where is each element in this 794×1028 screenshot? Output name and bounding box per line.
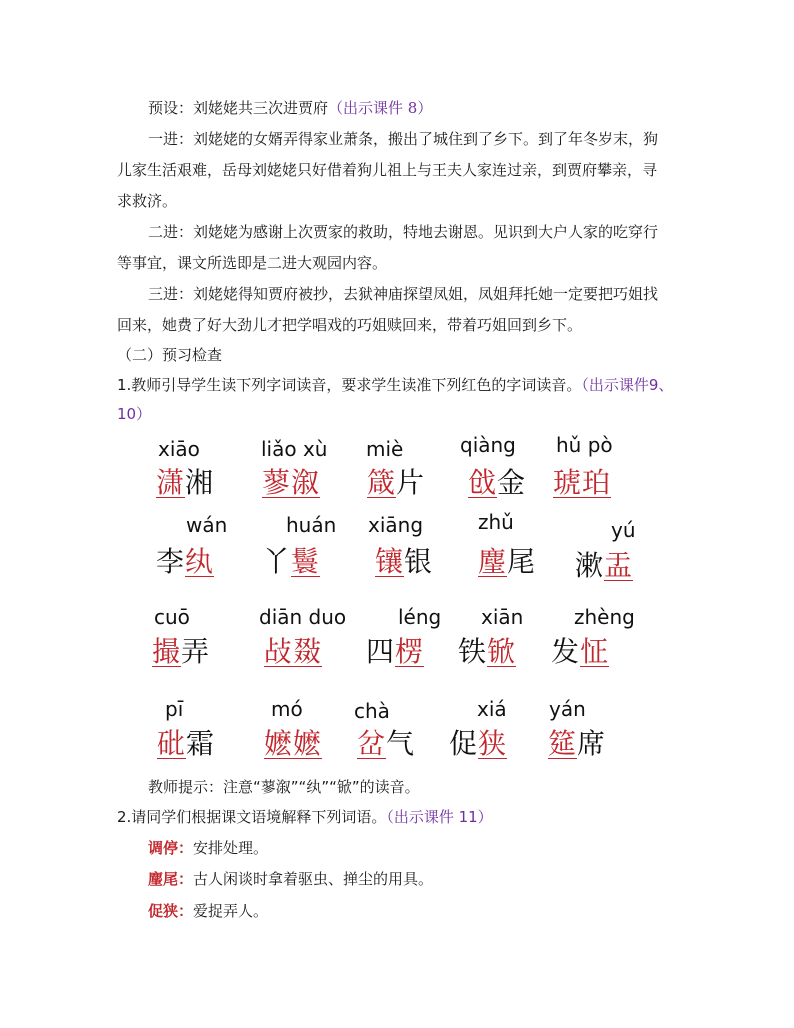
visit-3-line-2: 回来，她费了好大劲儿才把学唱戏的巧姐赎回来，带着巧姐回到乡下。 — [117, 316, 583, 334]
glossary-term: 促狭： — [148, 902, 194, 920]
teacher-tip: 教师提示：注意“蓼溆”“纨”“锨”的读音。 — [148, 778, 420, 796]
vocab-red-char: 纨 — [185, 545, 215, 578]
vocab-plain-char: 湘 — [185, 466, 215, 499]
vocab-red-char: 潇 — [156, 466, 186, 499]
glossary-def: 古人闲谈时拿着驱虫、掸尘的用具。 — [193, 870, 434, 888]
pinyin: xiāo — [158, 437, 200, 461]
vocab-word — [548, 722, 606, 762]
task1-text: 1.教师引导学生读下列字词读音，要求学生读准下列红色的字词读音。 — [117, 376, 582, 394]
vocab-red-char: 蓼溆 — [262, 466, 321, 499]
visit-1-line-3: 求救济。 — [117, 192, 178, 210]
visit-2-line-1: 二进：刘姥姥为感谢上次贾家的救助，特地去谢恩。见识到大户人家的吃穿行 — [148, 223, 659, 241]
vocab-plain-char: 发 — [551, 635, 581, 668]
vocab-red-char: 琥珀 — [553, 466, 612, 499]
vocab-red-char: 箴 — [367, 466, 397, 499]
vocab-red-char: 盂 — [604, 549, 634, 582]
vocab-word — [551, 630, 609, 670]
vocab-word — [478, 540, 536, 580]
vocab-plain-char: 促 — [449, 727, 479, 760]
vocab-red-char: 嬷嬷 — [264, 727, 323, 760]
vocab-word — [367, 461, 425, 501]
pinyin: liǎo xù — [261, 437, 328, 461]
pinyin: qiàng — [460, 433, 516, 457]
visit-3-line-1: 三进：刘姥姥得知贾府被抄，去狱神庙探望凤姐，凤姐拜托她一定要把巧姐找 — [148, 285, 659, 303]
vocab-plain-char: 席 — [577, 727, 607, 760]
vocab-red-char: 筵 — [548, 727, 578, 760]
visit-2-line-2: 等事宜，课文所选即是二进大观园内容。 — [117, 254, 388, 272]
glossary-item — [148, 837, 268, 859]
vocab-plain-char: 李 — [156, 545, 186, 578]
pinyin: cuō — [154, 605, 190, 629]
pinyin: zhèng — [574, 605, 635, 629]
visit-1-line-2: 儿家生活艰难，岳母刘姥姥只好借着狗儿祖上与王夫人家连过亲，到贾府攀亲，寻 — [117, 161, 658, 179]
pinyin: yán — [549, 697, 586, 721]
glossary-def: 爱捉弄人。 — [193, 902, 269, 920]
preset-line — [148, 97, 432, 119]
preset-label: 预设：刘姥姥共三次进贾府 — [148, 99, 329, 117]
vocab-plain-char: 铁 — [458, 635, 488, 668]
vocab-red-char: 镶 — [375, 545, 405, 578]
pinyin: huán — [286, 513, 337, 537]
vocab-plain-char: 漱 — [575, 549, 605, 582]
pinyin: pī — [165, 697, 184, 721]
vocab-word — [262, 540, 320, 580]
vocab-word — [264, 630, 322, 670]
vocab-red-char: 怔 — [580, 635, 610, 668]
vocab-word — [156, 461, 214, 501]
pinyin: wán — [186, 513, 228, 537]
pinyin: xiá — [477, 697, 507, 721]
glossary-item — [148, 868, 433, 890]
vocab-word — [264, 722, 322, 762]
task1-line — [117, 374, 673, 396]
vocab-plain-char: 尾 — [507, 545, 537, 578]
vocab-red-char: 敁敠 — [264, 635, 323, 668]
vocab-word — [156, 540, 214, 580]
vocab-red-char: 狭 — [478, 727, 508, 760]
visit-1-line-1: 一进：刘姥姥的女婿弄得家业萧条，搬出了城住到了乡下。到了年冬岁末，狗 — [148, 130, 659, 148]
vocab-word — [366, 630, 424, 670]
glossary-item — [148, 900, 268, 922]
vocab-word — [553, 461, 611, 501]
glossary-def: 安排处理。 — [193, 839, 269, 857]
vocab-red-char: 岔 — [357, 727, 387, 760]
preset-courseware: （出示课件 8） — [328, 99, 433, 117]
pinyin: miè — [366, 437, 404, 461]
pinyin: xiāng — [368, 513, 424, 537]
vocab-red-char: 砒 — [157, 727, 187, 760]
pinyin: léng — [398, 605, 442, 629]
task1-courseware-cont: 10） — [117, 405, 152, 423]
vocab-word — [468, 461, 526, 501]
pinyin: yú — [611, 518, 636, 542]
vocab-red-char: 撮 — [152, 635, 182, 668]
vocab-word — [262, 461, 320, 501]
vocab-plain-char: 金 — [497, 466, 527, 499]
vocab-word — [575, 544, 633, 584]
glossary-term: 麈尾： — [148, 870, 194, 888]
pinyin: diān duo — [259, 605, 347, 629]
vocab-red-char: 锨 — [487, 635, 517, 668]
vocab-word — [458, 630, 516, 670]
vocab-word — [152, 630, 210, 670]
vocab-word — [157, 722, 215, 762]
pinyin: xiān — [481, 605, 524, 629]
vocab-word — [449, 722, 507, 762]
vocab-plain-char: 四 — [366, 635, 396, 668]
vocab-red-char: 鬟 — [291, 545, 321, 578]
vocab-plain-char: 片 — [396, 466, 426, 499]
task2-line — [117, 806, 493, 828]
task2-text: 2.请同学们根据课文语境解释下列词语。 — [117, 808, 387, 826]
vocab-red-char: 楞 — [395, 635, 425, 668]
pinyin: hǔ pò — [556, 433, 613, 457]
vocab-plain-char: 气 — [386, 727, 416, 760]
pinyin: mó — [271, 697, 303, 721]
task1-courseware: （出示课件9、 — [581, 376, 674, 394]
glossary-term: 调停： — [148, 839, 194, 857]
pinyin: chà — [354, 699, 390, 723]
vocab-red-char: 戗 — [468, 466, 498, 499]
vocab-plain-char: 银 — [404, 545, 434, 578]
vocab-plain-char: 弄 — [181, 635, 211, 668]
section-title: （二）预习检查 — [117, 346, 223, 364]
vocab-plain-char: 霜 — [186, 727, 216, 760]
task2-courseware: （出示课件 11） — [386, 808, 493, 826]
vocab-red-char: 麈 — [478, 545, 508, 578]
vocab-word — [357, 722, 415, 762]
vocab-word — [375, 540, 433, 580]
pinyin: zhǔ — [478, 510, 514, 534]
vocab-plain-char: 丫 — [262, 545, 292, 578]
